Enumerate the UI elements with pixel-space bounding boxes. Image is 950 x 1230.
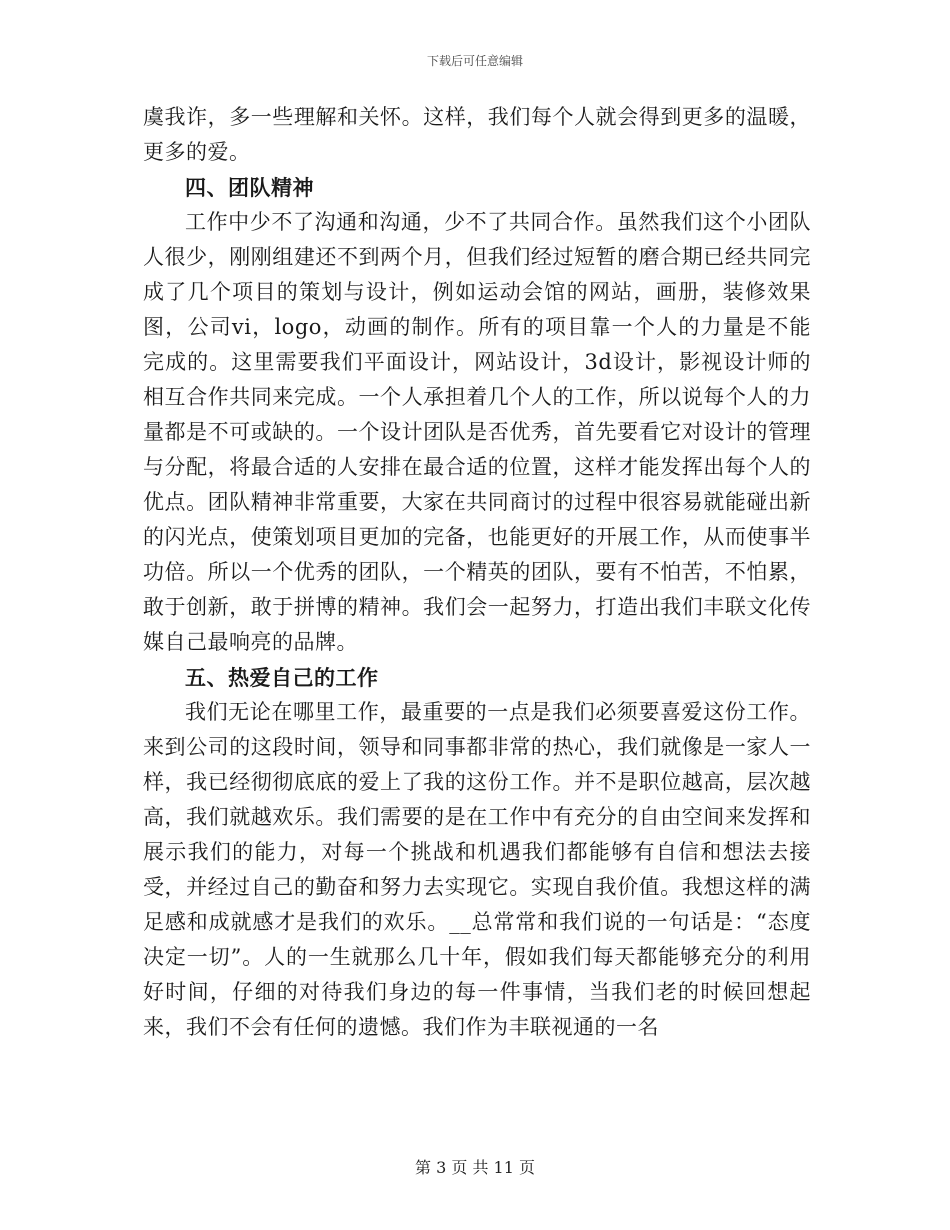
paragraph-team-spirit: 工作中少不了沟通和沟通，少不了共同合作。虽然我们这个小团队人很少，刚刚组建还不到两个月，但我们经过短暂的磨合期已经共同完成了几个项目的策划与设计，例如运动会馆的网站，画册，装修效果图，公司vi，logo，动画的制作。所有的项目靠一个人的力量是不能完成的。这里需要我们平面设计，网站设计，3d设计，影视设计师的相互合作共同来完成。一个人承担着几个人的工作，所以说每个人的力量都是不可或缺的。一个设计团队是否优秀，首先要看它对设计的管理与分配，将最合适的人安排在最合适的位置，这样才能发挥出每个人的优点。团队精神非常重要，大家在共同商讨的过程中很容易就能碰出新的闪光点，使策划项目更加的完备，也能更好的开展工作，从而使事半功倍。所以一个优秀的团队，一个精英的团队，要有不怕苦，不怕累，敢于创新，敢于拼博的精神。我们会一起努力，打造出我们丰联文化传媒自己最响亮的品牌。 [143,210,811,654]
page-number-footer: 第 3 页 共 11 页 [415,1158,535,1177]
page-header: 下载后可任意编辑 [426,54,523,68]
paragraph-love-work: 我们无论在哪里工作，最重要的一点是我们必须要喜爱这份工作。来到公司的这段时间，领导和同事都非常的热心，我们就像是一家人一样，我已经彻彻底底的爱上了我的这份工作。并不是职位越高，层次越高，我们就越欢乐。我们需要的是在工作中有充分的自由空间来发挥和展示我们的能力，对每一个挑战和机遇我们都能够有自信和想法去接受，并经过自己的勤奋和努力去实现它。实现自我价值。我想这样的满足感和成就感才是我们的欢乐。__总常常和我们说的一句话是：“态度决定一切”。人的一生就那么几十年，假如我们每天都能够充分的利用好时间，仔细的对待我们身边的每一件事情，当我们老的时候回想起来，我们不会有任何的遗憾。我们作为丰联视通的一名 [143,700,811,1039]
paragraph-continuation: 虞我诈，多一些理解和关怀。这样，我们每个人就会得到更多的温暖，更多的爱。 [143,105,811,164]
document-body [143,100,811,1045]
section-heading-team-spirit: 四、团队精神 [185,175,314,200]
section-heading-love-work: 五、热爱自己的工作 [185,665,379,690]
